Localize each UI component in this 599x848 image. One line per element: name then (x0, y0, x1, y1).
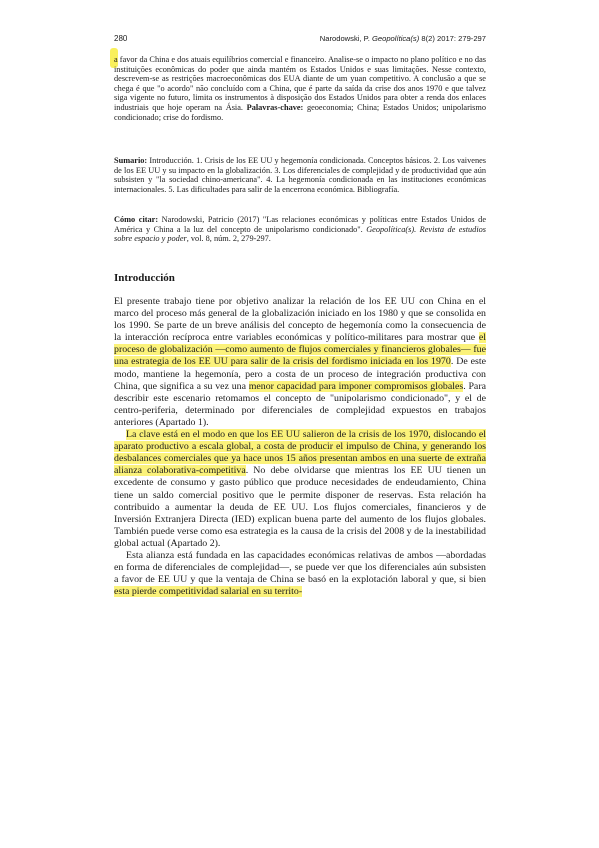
how-to-cite (114, 215, 486, 244)
citation-text: Narodowski, Patricio (2017) "Las relaciones económicas y políticas entre Estados Unidos de América y China a la luz del concepto de unipolarismo condicionado". (114, 215, 486, 234)
running-head-journal: Geopolítica(s) (371, 34, 420, 43)
citation-tail: , vol. 8, núm. 2, 279-297. (186, 234, 271, 244)
p3-text: Esta alianza está fundada en las capacidades económicas relativas de ambos —abordadas en forma de diferenciales de complejidad—, se puede ver que los diferenciales aún subsisten a favor de EE UU y que la ventaja de China se basó en la explotación laboral y que, si bien (114, 549, 486, 586)
paragraph-1 (114, 296, 486, 429)
body-text (114, 296, 486, 598)
p1-text-a: El presente trabajo tiene por objetivo analizar la relación de los EE UU con China en el marco del proceso más general de la globalización iniciado en los 1980 y que se consolida en los 1990. Se parte de un breve análisis del concepto de hegemonía como la consecuencia de la interacción recíproca entre variables económicas y político-militares para mostrar que (114, 296, 486, 344)
p2-highlight: La clave está en el modo en que los EE UU salieron de la crisis de los 1970, dislocando el aparato productivo a escala global, a costa de producir el impulso de China, y generando los desbalances comerciales que ya hace unos 15 años presentan ambos en una suerte de extraña alianza colaborativa-competitiva (114, 429, 486, 477)
abstract-portuguese (114, 55, 486, 122)
summary-label: Sumario: (114, 156, 148, 165)
paragraph-2 (114, 429, 486, 550)
paragraph-3 (114, 550, 486, 598)
p1-text-c: . Para describir este escenario retomamos el concepto de "unipolarismo condicionado", y el de centro-periferia, determinado por diferenciales de complejidad expuestos en trabajos anteriores (Apartado 1). (114, 380, 486, 428)
citation-label: Cómo citar: (114, 215, 159, 224)
p3-highlight: esta pierde competitividad salarial en su territo- (114, 586, 303, 598)
p1-highlight-2: menor capacidad para imponer compromisos globales (248, 380, 464, 392)
p1-highlight-1: el proceso de globalización —como aumento de flujos comerciales y financieros globales— fue una estrategia de los EE UU para salir de la crisis del fordismo iniciada en los 1970 (114, 332, 486, 368)
keywords-list: geoeconomia; China; Estados Unidos; unipolarismo condicionado; crise do fordismo. (114, 102, 486, 122)
running-head (320, 34, 486, 43)
citation-journal: Geopolítica(s). Revista de estudios sobre espacio y poder (114, 224, 486, 244)
running-head-author: Narodowski, P. (319, 34, 370, 43)
abstract-text: a favor da China e dos atuais equilíbrios comercial e financeiro. Analise-se o impacto no plano político e no das instituições econômicas do poder que ainda mantém os Estados Unidos e suas limitações. Nesse contexto, descrevem-se as restrições macroeconômicas dos EUA diante de um yuan competitivo. A conclusão a que se chega é que "o acordo" não concluído com a China, que é parte da saída da crise dos anos 1970 e que talvez siga vigente no futuro, limita os instrumentos à disposição dos Estados Unidos para obter a renda dos enlaces industriais que hoje operam na Ásia. (114, 55, 486, 112)
running-head-citation: 8(2) 2017: 279-297 (421, 34, 486, 43)
summary (114, 156, 486, 194)
p1-text-b: . De este modo, mantiene la hegemonía, pero a costa de un proceso de integración productiva con China, que significa a su vez una (114, 356, 486, 392)
page-number: 280 (114, 34, 128, 43)
section-title: Introducción (114, 272, 175, 284)
keywords-label: Palavras-chave: (246, 102, 304, 112)
summary-text: Introducción. 1. Crisis de los EE UU y hegemonía condicionada. Conceptos básicos. 2. Los vaivenes de los EE UU y su impacto en la globalización. 3. Los diferenciales de complejidad y de productividad que aún subsisten y "la sociedad chino-americana". 4. La hegemonía condicionada en las instituciones económicas internacionales. 5. Las dificultades para salir de la encerrona económica. Bibliografía. (114, 156, 486, 194)
p2-text: . No debe olvidarse que mientras los EE UU tienen un excedente de consumo y gasto público que produce necesidades de endeudamiento, China tiene un saldo comercial positivo que le permite disponer de reservas. Esta relación ha contribuido a aumentar la deuda de EE UU. Los flujos comerciales, financieros y de Inversión Extranjera Directa (IED) explican buena parte del aumento de los flujos globales. También puede verse como esa estrategia es la causa de la crisis del 2008 y de la inestabilidad global actual (Apartado 2). (114, 465, 486, 549)
